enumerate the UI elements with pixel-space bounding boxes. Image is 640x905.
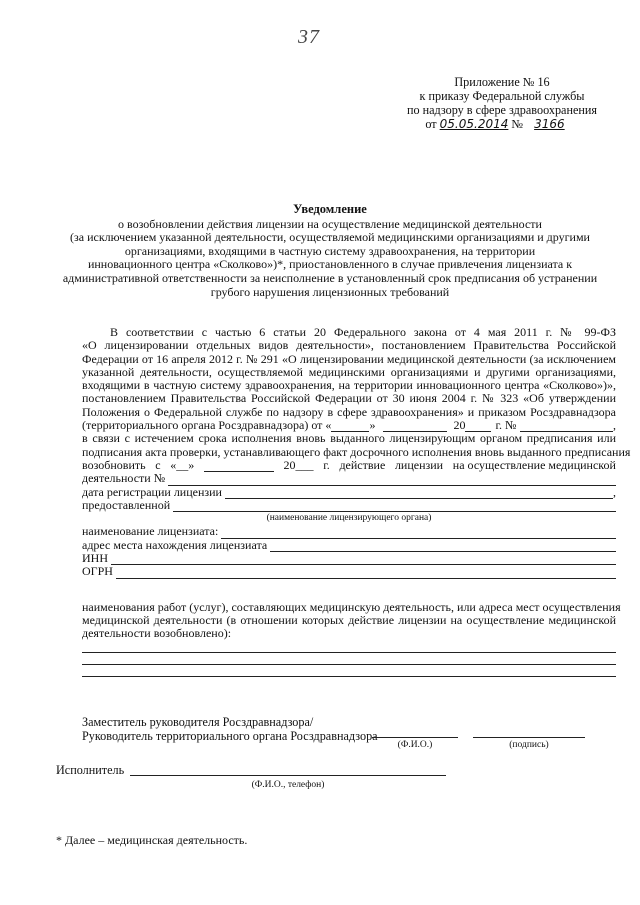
notice-title [60, 203, 600, 299]
appendix-line: к приказу Федеральной службы [419, 89, 585, 103]
appendix-block [402, 75, 602, 131]
signatory-title: Заместитель руководителя Росздравнадзора/ [82, 715, 314, 729]
works-line: медицинской деятельности (в отношении которых действие лицензии на осуществление медицинской [82, 612, 616, 627]
licensee-name-field[interactable] [221, 528, 616, 539]
licensing-authority-field[interactable] [173, 501, 616, 512]
title-line: (за исключением указанной деятельности, осуществляемой медицинскими организациями и другими [70, 230, 590, 245]
licensee-address-field[interactable] [270, 541, 616, 552]
resume-date-row: возобновить с «__» 20___ г. действие лицензии на осуществление медицинской [82, 457, 616, 472]
registration-date-row: дата регистрации лицензии , [82, 484, 616, 499]
date-prefix: от [425, 117, 437, 131]
notice-body [82, 325, 631, 677]
license-number-field[interactable] [168, 475, 616, 486]
title-line: грубого нарушения лицензионных требований [210, 284, 450, 299]
licensee-name-row: наименование лицензиата: [82, 525, 616, 538]
footnote: * Далее – медицинская деятельность. [56, 833, 248, 847]
works-line: наименования работ (услуг), составляющих медицинскую деятельность, или адреса мест осуществления [82, 599, 621, 614]
page-number: 37 [298, 26, 320, 48]
body-line: подписания акта проверки, устанавливающего факт досрочного исполнения вновь выданного предписания [82, 444, 631, 459]
fio-caption: (Ф.И.О.) [397, 740, 433, 750]
executor-label: Исполнитель [56, 763, 125, 777]
body-line: постановлением Правительства Российской Федерации от 30 июня 2004 г. № 323 «Об утверждении [82, 391, 616, 406]
body-line: Федерации от 16 апреля 2012 г. № 291 «О лицензировании медицинской деятельности (за исключением [82, 351, 616, 366]
executor-field[interactable] [130, 762, 446, 776]
body-line: указанной деятельности, осуществляемой медицинскими организациями и другими организациями, [82, 364, 616, 379]
issued-by-row: предоставленной [82, 499, 616, 512]
licensing-authority-caption: (наименование лицензирующего органа) [266, 513, 432, 524]
body-line: входящими в частную систему здравоохранения, на территории инновационного центра «Сколково»)», [82, 378, 616, 393]
ogrn-field[interactable] [116, 568, 616, 579]
body-line: Положения о Федеральной службе по надзору в сфере здравоохранения» и приказом Росздравнадзора [82, 404, 616, 419]
order-date: 05.05.2014 [439, 117, 509, 131]
executor-caption: (Ф.И.О., телефон) [251, 780, 325, 790]
number-prefix: № [511, 117, 524, 131]
registration-date-field[interactable] [225, 488, 613, 499]
title-line: административной ответственности за неисполнение в установленный срок предписания об устранении [62, 270, 598, 285]
works-line: деятельности возобновлено): [82, 626, 232, 641]
appendix-line: по надзору в сфере здравоохранения [406, 103, 598, 117]
title-line: организациями, входящими в частную систему здравоохранения, на территории [124, 243, 536, 258]
signature-caption: (подпись) [509, 740, 549, 750]
works-field[interactable] [82, 641, 616, 653]
body-line: в связи с истечением срока исполнения вновь выданного лицензирующим органом предписания или [82, 431, 616, 446]
title-line: инновационного центра «Сколково»)*, приостановленного в случае привлечения лицензиата к [87, 257, 573, 272]
appendix-line: Приложение № 16 [454, 75, 550, 89]
body-line: В соответствии с частью 6 статьи 20 Федерального закона от 4 мая 2011 г. № 99-ФЗ [110, 325, 616, 339]
notice-heading: Уведомление [293, 202, 367, 216]
signature-block [82, 715, 378, 743]
resume-month-field[interactable] [204, 461, 274, 472]
inn-row: ИНН [82, 552, 616, 565]
body-line: «О лицензировании отдельных видов деятельности», постановлением Правительства Российской [82, 338, 616, 353]
ogrn-row: ОГРН [82, 565, 616, 578]
resume-day-field[interactable]: «__» [170, 457, 195, 472]
signatory-sign-field[interactable] [473, 725, 585, 738]
signatory-name-field[interactable] [372, 725, 458, 738]
resume-year-field[interactable]: 20___ [283, 457, 314, 472]
licensee-address-row: адрес места нахождения лицензиата [82, 539, 616, 552]
title-line: о возобновлении действия лицензии на осуществление медицинской деятельности [118, 216, 542, 231]
order-number: 3166 [534, 117, 565, 131]
inn-field[interactable] [111, 554, 616, 565]
works-field[interactable] [82, 665, 616, 677]
works-field[interactable] [82, 653, 616, 665]
appendix-date-row [402, 117, 602, 131]
order-reference-row: (территориального органа Росздравнадзора) от « » 20 г. № , [82, 418, 616, 433]
license-number-row: деятельности № [82, 472, 616, 485]
signatory-title: Руководитель территориального органа Росздравнадзора [82, 729, 378, 743]
